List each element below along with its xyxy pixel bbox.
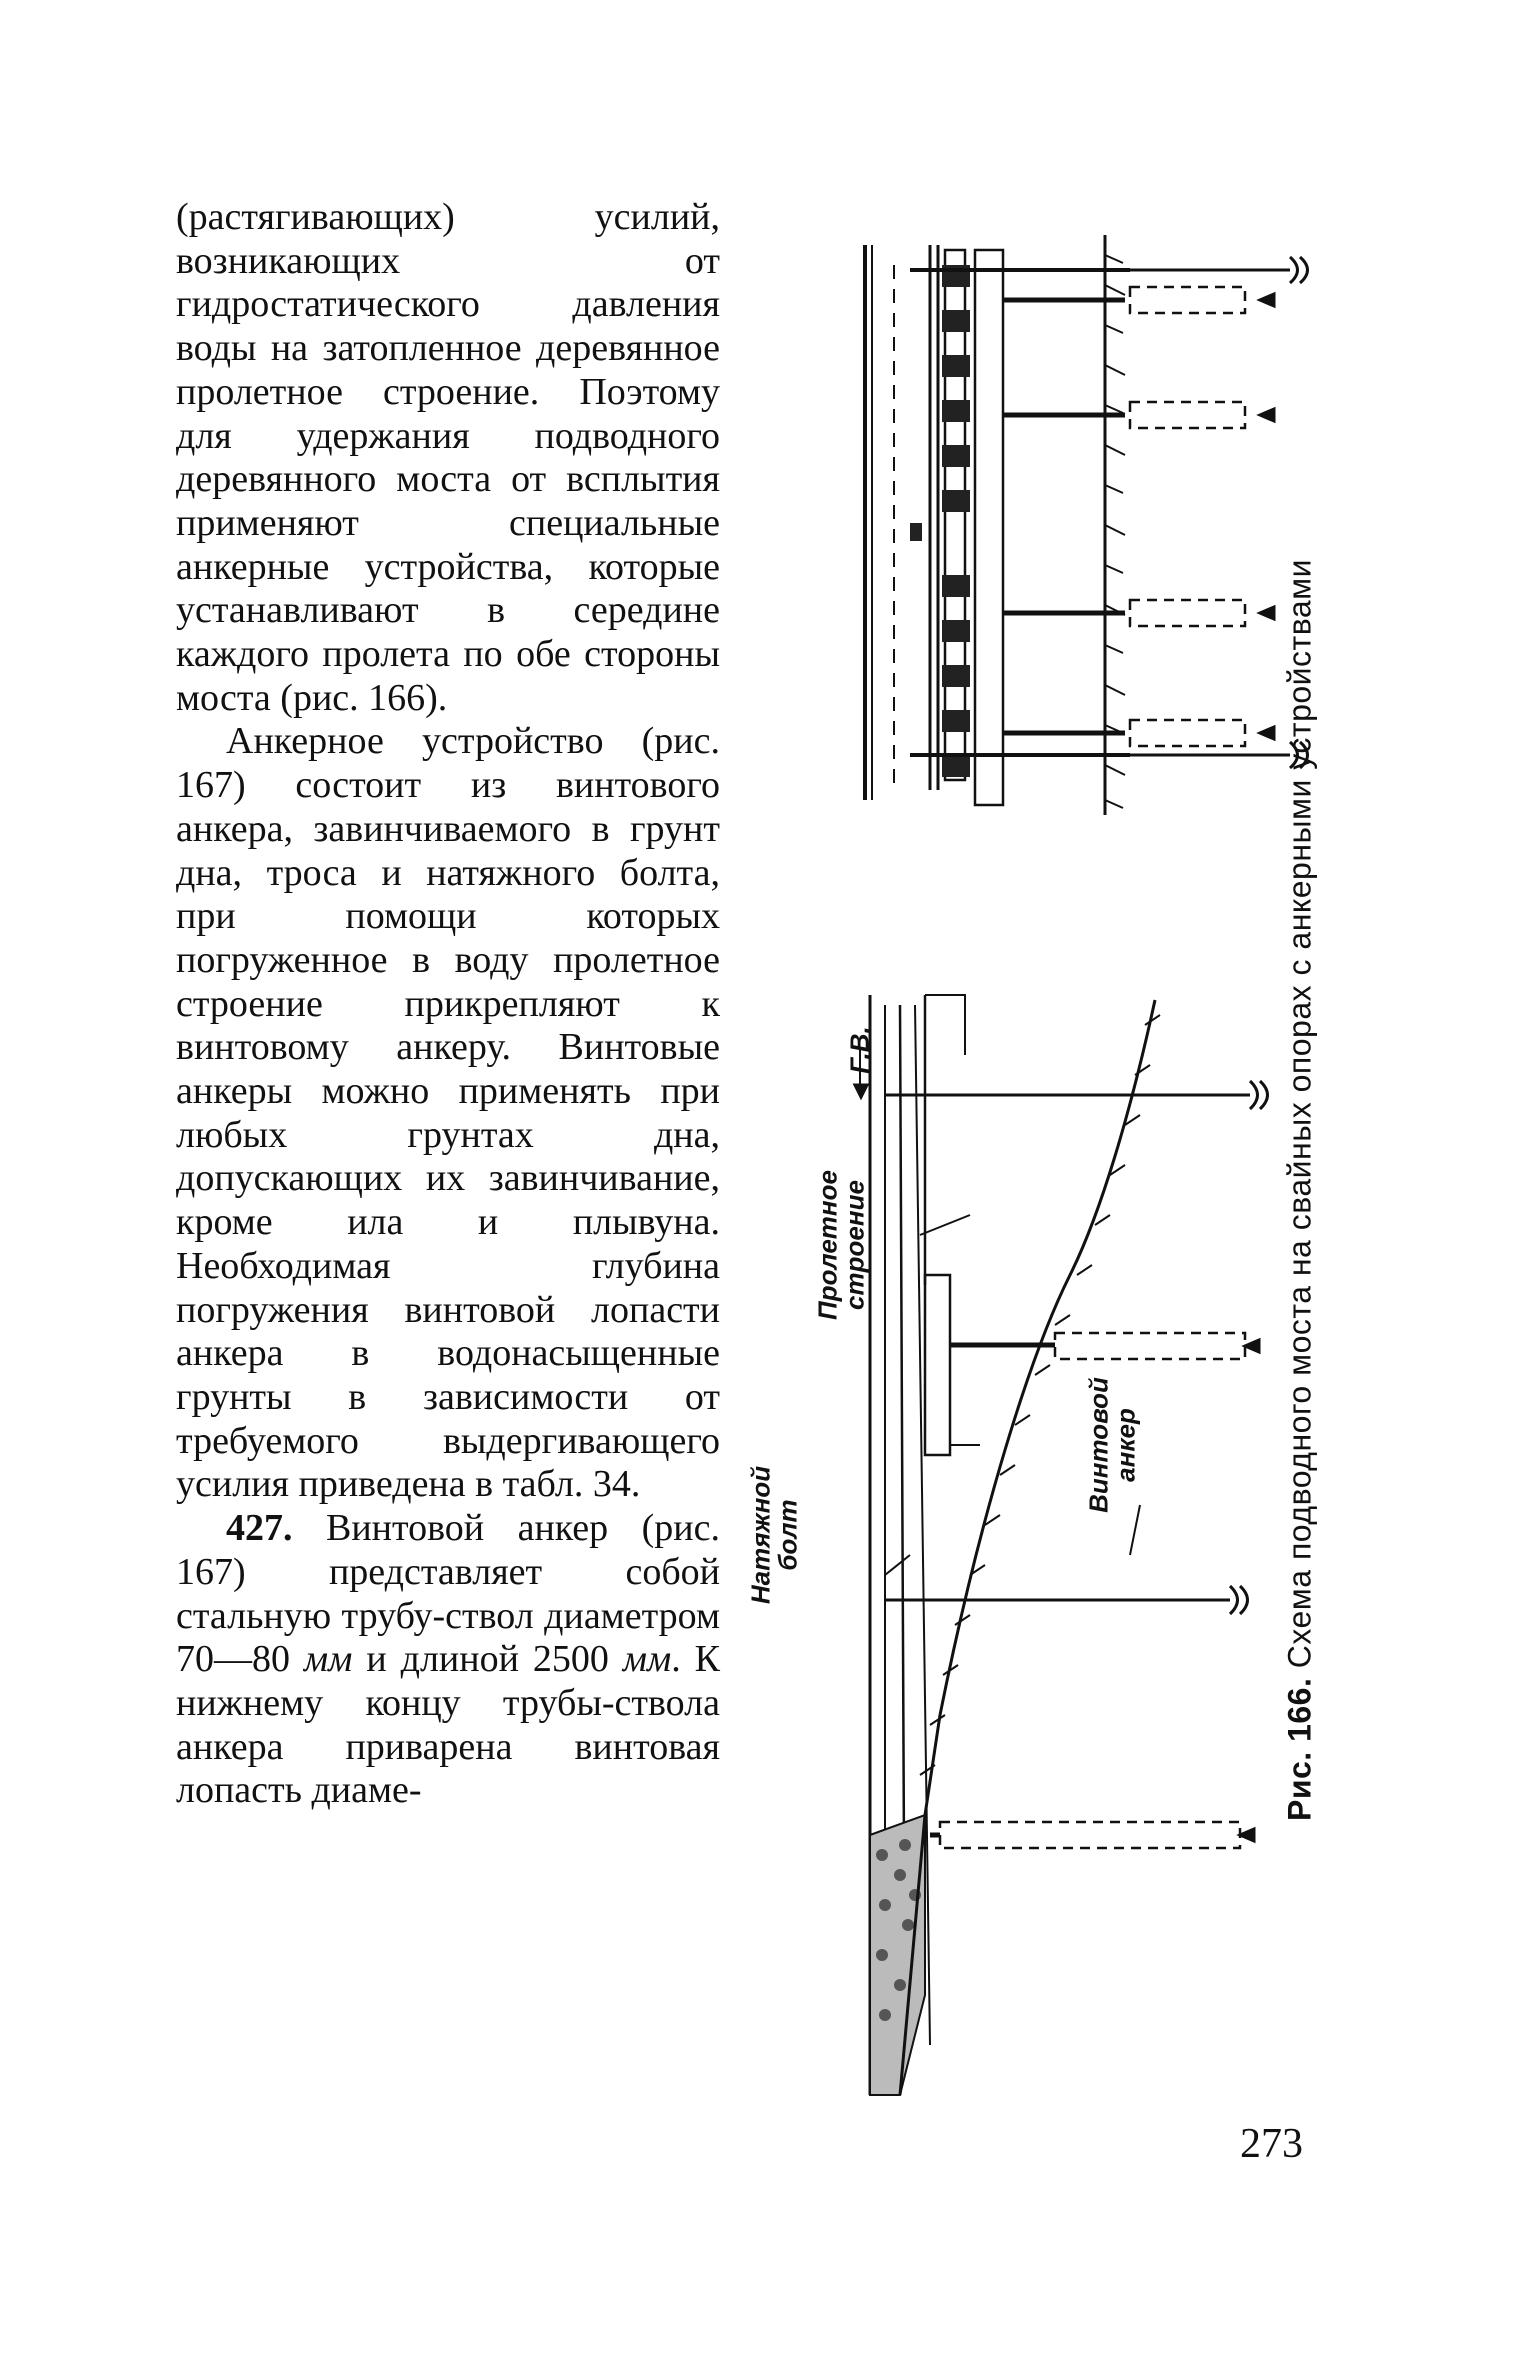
paragraph-3: [176, 1507, 720, 1813]
longitudinal-view: [855, 995, 1268, 2095]
body-text-column: [176, 196, 720, 1813]
label-tension-bolt: Натяжной болт: [745, 1465, 803, 1605]
unit-mm-2: мм: [622, 1638, 672, 1681]
caption-label: Рис. 166.: [1281, 1677, 1318, 1822]
unit-mm-1: мм: [303, 1638, 353, 1681]
beam-blocks: [910, 265, 970, 777]
cross-section-view: [865, 235, 1308, 815]
label-span: Пролетное строение: [812, 1170, 870, 1320]
bridge-diagram: [830, 215, 1330, 2120]
paragraph-1: (растягивающих) усилий, возникающих от гидростатического давления воды на затопленное деревянное пролетное строение. Поэтому для удержания подводного деревянного моста от всплытия применяют специальные анкерные устройства, которые устанавливают в середине каждого пролета по обе стороны моста (рис. 166).: [176, 196, 720, 719]
figure-166: [745, 215, 1330, 2120]
paragraph-2: Анкерное устройство (рис. 167) состоит из винтового анкера, завинчиваемого в грунт дна, троса и натяжного болта, при помощи которых погруженное в воду пролетное строение прикрепляют к винтовому анкеру. Винтовые анкеры можно применять при любых грунтах дна, допускающих их завинчивание, кроме ила и плывуна. Необходимая глубина погружения винтовой лопасти анкера в водонасыщенные грунты в зависимости от требуемого выдергивающего усилия приведена в табл. 34.: [176, 720, 720, 1506]
paragraph-3-part-c: . К нижнему концу трубы-ствола анкера приварена винтовая лопасть диаме-: [176, 1638, 721, 1812]
paragraph-3-part-a: Винтовой анкер (рис. 167) представляет собой стальную трубу-ствол диаметром 70—80: [176, 1507, 720, 1681]
label-water-level: Г.В.: [844, 1026, 875, 1074]
section-number: 427.: [226, 1507, 293, 1550]
paragraph-3-part-b: и длиной 2500: [366, 1638, 609, 1681]
caption-text: Схема подводного моста на свайных опорах с анкерными устройствами: [1281, 558, 1318, 1669]
page-number: 273: [1240, 2121, 1303, 2167]
figure-caption: [1282, 559, 1319, 1821]
label-screw-anchor: Винтовой анкер: [1083, 1377, 1141, 1513]
